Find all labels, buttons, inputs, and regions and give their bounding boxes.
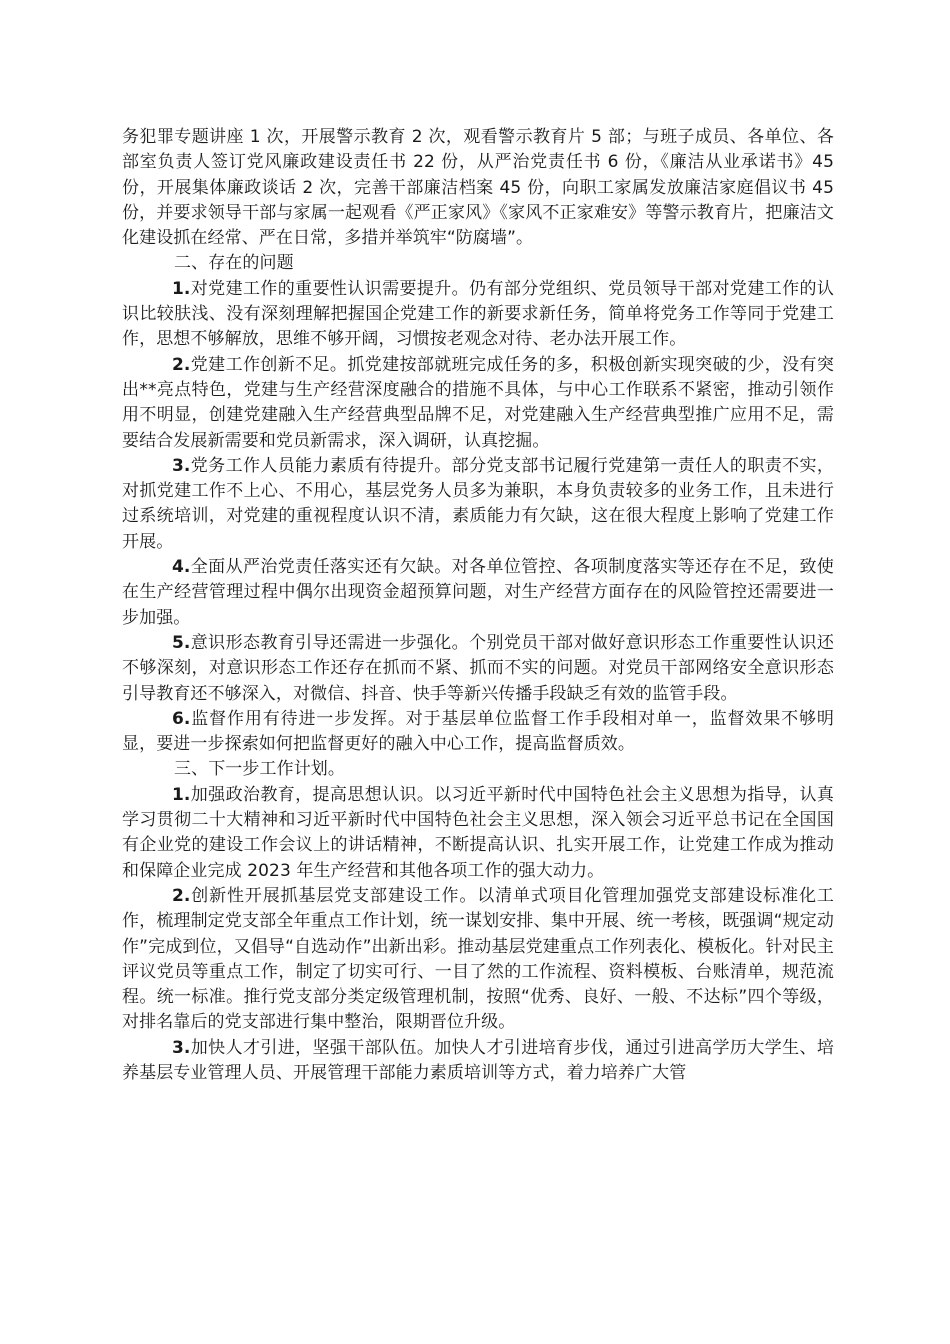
item-number: 1. <box>172 784 191 805</box>
item-text: 党建工作创新不足。抓党建按部就班完成任务的多，积极创新实现突破的少，没有突出**亮点特色，党建与生产经营深度融合的措施不具体，与中心工作联系不紧密，推动引领作用不明显，创建党建融入生产经营典型品牌不足，对党建融入生产经营典型推广应用不足，需要结合发展新需要和党员新需求，深入调研，认真挖掘。 <box>122 354 834 451</box>
item-text: 党务工作人员能力素质有待提升。部分党支部书记履行党建第一责任人的职责不实，对抓党建工作不上心、不用心，基层党务人员多为兼职，本身负责较多的业务工作，且未进行过系统培训，对党建的重视程度认识不清，素质能力有欠缺，这在很大程度上影响了党建工作开展。 <box>122 455 834 552</box>
item-number: 2. <box>172 885 191 906</box>
item-text: 对党建工作的重要性认识需要提升。仍有部分党组织、党员领导干部对党建工作的认识比较肤浅、没有深刻理解把握国企党建工作的新要求新任务，简单将党务工作等同于党建工作，思想不够解放，思维不够开阔，习惯按老观念对待、老办法开展工作。 <box>122 278 834 350</box>
problem-item-4 <box>122 555 834 631</box>
problem-item-6 <box>122 707 834 758</box>
item-text: 监督作用有待进一步发挥。对于基层单位监督工作手段相对单一，监督效果不够明显，要进一步探索如何把监督更好的融入中心工作，提高监督质效。 <box>122 708 834 755</box>
plan-item-3 <box>122 1036 834 1087</box>
item-number: 2. <box>172 354 191 375</box>
section-heading-next-steps: 三、下一步工作计划。 <box>174 759 345 780</box>
item-text: 全面从严治党责任落实还有欠缺。对各单位管控、各项制度落实等还存在不足，致使在生产经营管理过程中偶尔出现资金超预算问题，对生产经营方面存在的风险管控还需要进一步加强。 <box>122 557 834 628</box>
section-heading-problems: 二、存在的问题 <box>174 253 294 274</box>
plan-item-1 <box>122 783 834 884</box>
problem-item-2 <box>122 353 834 454</box>
problem-item-3 <box>122 454 834 555</box>
problem-item-1 <box>122 277 834 353</box>
item-text: 加快人才引进，坚强干部队伍。加快人才引进培育步伐，通过引进高学历大学生、培养基层专业管理人员、开展管理干部能力素质培训等方式，着力培养广大管 <box>122 1037 834 1083</box>
item-text: 意识形态教育引导还需进一步强化。个别党员干部对做好意识形态工作重要性认识还不够深刻，对意识形态工作还存在抓而不紧、抓而不实的问题。对党员干部网络安全意识形态引导教育还不够深入，对微信、抖音、快手等新兴传播手段缺乏有效的监管手段。 <box>122 632 834 704</box>
item-number: 3. <box>172 455 191 476</box>
item-number: 1. <box>172 278 191 299</box>
item-number: 6. <box>172 708 191 729</box>
item-number: 3. <box>172 1037 191 1058</box>
document-page <box>122 125 834 1086</box>
item-text: 创新性开展抓基层党支部建设工作。以清单式项目化管理加强党支部建设标准化工作，梳理制定党支部全年重点工作计划，统一谋划安排、集中开展、统一考核，既强调“规定动作”完成到位，又倡导“自选动作”出新出彩。推动基层党建重点工作列表化、模板化。针对民主评议党员等重点工作，制定了切实可行、一目了然的工作流程、资料模板、台账清单，规范流程。统一标准。推行党支部分类定级管理机制，按照“优秀、良好、一般、不达标”四个等级，对排名靠后的党支部进行集中整治，限期晋位升级。 <box>122 885 834 1033</box>
item-text: 加强政治教育，提高思想认识。以习近平新时代中国特色社会主义思想为指导，认真学习贯彻二十大精神和习近平新时代中国特色社会主义思想，深入领会习近平总书记在全国国有企业党的建设工作会议上的讲话精神，不断提高认识、扎实开展工作，让党建工作成为推动和保障企业完成 2023 年生产经营和其他各项工作的强大动力。 <box>122 784 834 881</box>
item-number: 5. <box>172 632 191 653</box>
plan-item-2 <box>122 884 834 1036</box>
intro-paragraph: 务犯罪专题讲座 1 次，开展警示教育 2 次，观看警示教育片 5 部；与班子成员、各单位、各部室负责人签订党风廉政建设责任书 22 份，从严治党责任书 6 份，《廉洁从业承诺书》45 份，开展集体廉政谈话 2 次，完善干部廉洁档案 45 份，向职工家属发放廉洁家庭倡议书 45 份，并要求领导干部与家属一起观看《严正家风》《家风不正家难安》等警示教育片，把廉洁文化建设抓在经常、严在日常，多措并举筑牢“防腐墙”。 <box>122 127 834 249</box>
item-number: 4. <box>172 557 191 578</box>
problem-item-5 <box>122 631 834 707</box>
